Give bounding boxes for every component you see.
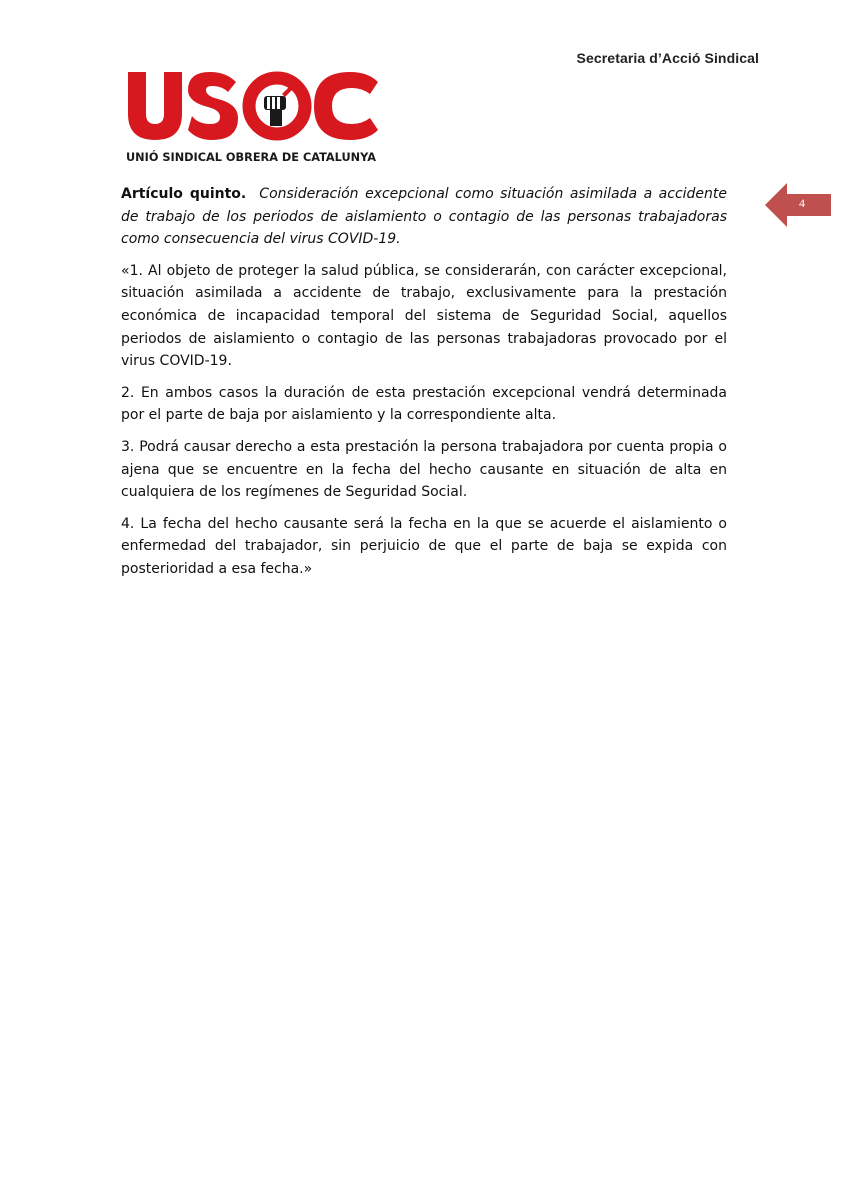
document-body	[121, 183, 727, 590]
article-heading: Consideración excepcional como situación asimilada a accidente de trabajo de los periodos de aislamiento o contagio de las personas trabajadoras como consecuencia del virus COVID-19.	[121, 186, 728, 248]
paragraph: 3. Podrá causar derecho a esta prestación la persona trabajadora por cuenta propia o ajena que se encuentre en la fecha del hecho causante en situación de alta en cualquiera de los regímenes de Seguridad Social.	[121, 438, 727, 501]
logo-subtitle: UNIÓ SINDICAL OBRERA DE CATALUNYA	[126, 151, 376, 164]
paragraph: «1. Al objeto de proteger la salud pública, se considerarán, con carácter excepcional, situación asimilada a accidente de trabajo, exclusivamente para la prestación económica de incapacidad temporal del sistema de Seguridad Social, aquellos periodos de aislamiento o contagio de las personas trabajadoras provocado por el virus COVID-19.	[121, 262, 727, 370]
article-title: Artículo quinto.	[121, 186, 247, 202]
paragraph: 2. En ambos casos la duración de esta prestación excepcional vendrá determinada por el parte de baja por aislamiento y la correspondiente alta.	[121, 384, 727, 424]
paragraph: 4. La fecha del hecho causante será la fecha en la que se acuerde el aislamiento o enfermedad del trabajador, sin perjuicio de que el parte de baja se expida con posterioridad a esa fecha.»	[121, 515, 727, 577]
article-header	[121, 183, 727, 251]
usoc-logo	[124, 66, 386, 166]
fist-icon	[264, 86, 293, 126]
department-header: Secretaria d’Acció Sindical	[576, 50, 759, 66]
page-number: 4	[799, 196, 805, 210]
